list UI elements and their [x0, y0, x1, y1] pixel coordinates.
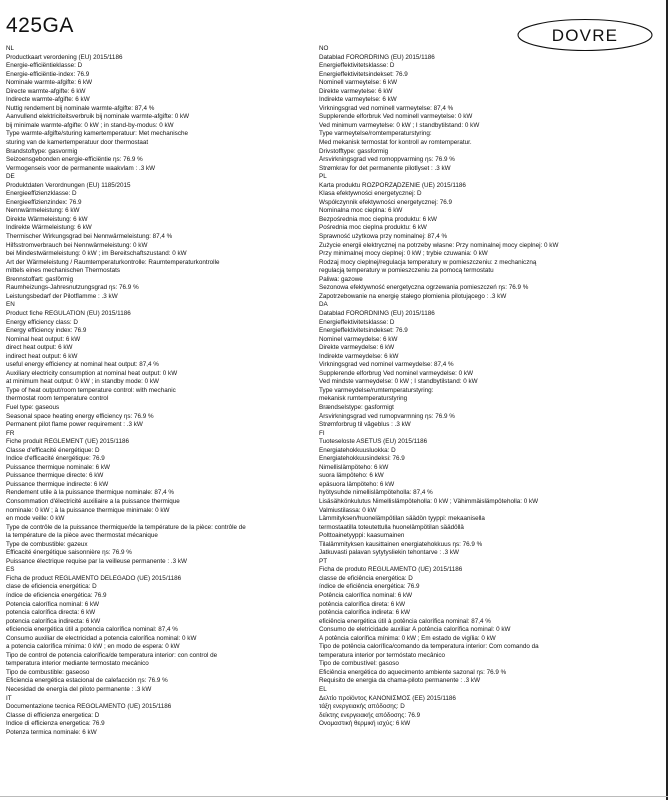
- text-line: Sezonowa efektywność energetyczna ogrzewania pomieszczeń ηs: 76.9 %: [319, 284, 529, 292]
- text-line: Energy efficiency class: D: [6, 318, 78, 326]
- text-line: potencia calorífica indirecta: 6 kW: [6, 617, 101, 625]
- text-line: useful energy efficiency at nominal heat output: 87,4 %: [6, 361, 159, 369]
- text-line: Documentazione tecnica REGOLAMENTO (UE) 2015/1186: [6, 703, 172, 711]
- text-line: classe de eficiência energética: D: [319, 574, 413, 582]
- text-line: temperatura interior por termóstato mecânico: [319, 651, 445, 659]
- text-line: termostaatilla toteutettulla huonelämpötilan säädöllä: [319, 523, 464, 531]
- text-line: τάξη ενεργειακής απόδοσης: D: [319, 703, 405, 711]
- text-line: potencia calorífica directa: 6 kW: [6, 609, 96, 617]
- text-line: Brandstoftype: gasvormig: [6, 147, 78, 155]
- text-line: Tuoteseloste ASETUS (EU) 2015/1186: [319, 438, 428, 446]
- text-line: Leistungsbedarf der Pilotflamme : .3 kW: [6, 292, 118, 300]
- text-line: Energie-efficiëntie-index: 76.9: [6, 70, 90, 78]
- text-line: Vermogenseis voor de permanente waakvlam : .3 kW: [6, 164, 156, 172]
- text-line: Supplerende elforbrug Ved nominel varmeydelse: 0 kW: [319, 369, 474, 377]
- text-line: Type varmeydelse/rumtemperaturstyring:: [319, 386, 434, 394]
- text-line: Brændselstype: gasformigt: [319, 403, 394, 411]
- text-line: temperatura interior mediante termostato mecánico: [6, 660, 149, 668]
- text-line: Consommation d'électricité auxiliaire a la puissance thermique: [6, 497, 180, 505]
- text-line: Ονομαστική θερμική ισχύς: 6 kW: [319, 720, 411, 728]
- text-line: Energiatehokkuusluokka: D: [319, 446, 396, 454]
- text-line: potência calorífica indireta: 6 kW: [319, 609, 410, 617]
- text-line: Puissance thermique indirecte: 6 kW: [6, 480, 109, 488]
- text-line: hyötysuhde nimellislämpöteholla: 87,4 %: [319, 489, 433, 497]
- text-line: Direkte varmeytelse: 6 kW: [319, 87, 393, 95]
- text-line: Energieffektivitetsklasse: D: [319, 62, 395, 70]
- text-line: Valmiustilassa: 0 kW: [319, 506, 377, 514]
- text-line: la température de la pièce avec thermostat mécanique: [6, 532, 158, 540]
- text-line: Consumo de eletricidade auxiliar À potência calorífica nominal: 0 kW: [319, 626, 511, 634]
- text-line: nominale: 0 kW ; à la puissance thermique minimale: 0 kW: [6, 506, 170, 514]
- text-line: Art der Wärmeleistung / Raumtemperaturkontrolle: Raumtemperaturkontrolle: [6, 258, 220, 266]
- text-line: DA: [319, 301, 328, 309]
- text-line: thermostat room temperature control: [6, 395, 109, 403]
- text-line: Virkningsgrad ved nominel varmeydelse: 87,4 %: [319, 361, 454, 369]
- model-number: 425GA: [6, 14, 74, 37]
- text-line: Nennwärmeleistung: 6 kW: [6, 207, 80, 215]
- text-line: mekanisk rumtemperaturstyring: [319, 395, 408, 403]
- text-line: Potenza termica nominale: 6 kW: [6, 728, 97, 736]
- text-line: a potencia calorífica mínima: 0 kW ; en modo de espera: 0 kW: [6, 643, 180, 651]
- text-line: Seizoensgebonden energie-efficiëntie ηs: 76.9 %: [6, 156, 143, 164]
- text-line: Energie-efficiëntieklasse: D: [6, 62, 83, 70]
- text-line: Δελτίο προϊόντος ΚΑΝΟΝΙΣΜΟΣ (ΕΕ) 2015/1186: [319, 694, 456, 702]
- text-line: Type de contrôle de la puissance thermique/de la température de la pièce: contrôle de: [6, 523, 246, 531]
- text-line: Thermischer Wirkungsgrad bei Nennwärmeleistung: 87,4 %: [6, 233, 173, 241]
- text-line: Indirekte Wärmeleistung: 6 kW: [6, 224, 92, 232]
- text-line: Strømforbrug til vågeblus : .3 kW: [319, 421, 411, 429]
- text-line: Hilfsstromverbrauch bei Nennwärmeleistung: 0 kW: [6, 241, 148, 249]
- text-line: Virkningsgrad ved nominell varmeytelse: 87,4 %: [319, 104, 454, 112]
- text-line: Puissance électrique requise par la veilleuse permanente : .3 kW: [6, 557, 187, 565]
- text-line: Aanvullend elektriciteitsverbruik bij nominale warmte-afgifte: 0 kW: [6, 113, 190, 121]
- text-line: Lämmityksen/huonelämpötilan säädön tyyppi: mekaanisella: [319, 515, 485, 523]
- text-line: FI: [319, 429, 325, 437]
- text-line: direct heat output: 6 kW: [6, 344, 73, 352]
- text-line: bij minimale warmte-afgifte: 0 kW ; in stand-by-modus: 0 kW: [6, 121, 174, 129]
- text-line: Tipo de control de potencia calorífica/de temperatura interior: con control de: [6, 651, 218, 659]
- text-line: eficiencia energética útil a potencia calorífica nominal: 87,4 %: [6, 626, 178, 634]
- text-line: Direkte Wärmeleistung: 6 kW: [6, 215, 88, 223]
- text-line: Eficiencia energética estacional de calefacción ηs: 76.9 %: [6, 677, 168, 685]
- text-line: Nominal heat output: 6 kW: [6, 335, 81, 343]
- text-line: Supplerende elforbruk Ved nominell varmeytelse: 0 kW: [319, 113, 473, 121]
- text-line: Fiche produit RÈGLEMENT (UE) 2015/1186: [6, 438, 129, 446]
- text-line: Nuttig rendement bij nominale warmte-afgifte: 87,4 %: [6, 104, 155, 112]
- text-line: Datablad FORORDRING (EU) 2015/1186: [319, 53, 435, 61]
- text-line: Bezpośrednia moc cieplna produktu: 6 kW: [319, 215, 437, 223]
- text-line: indirect heat output: 6 kW: [6, 352, 78, 360]
- text-line: Rendement utile à la puissance thermique nominale: 87,4 %: [6, 489, 175, 497]
- text-line: mittels eines mechanischen Thermostats: [6, 267, 120, 275]
- text-line: Lisäsähkönkulutus Nimellislämpöteholla: 0 kW ; Vähimmäislämpöteholla: 0 kW: [319, 497, 539, 505]
- text-line: EN: [6, 301, 15, 309]
- text-line: Tilalämmityksen kausittainen energiatehokkuus ηs: 76.9 %: [319, 540, 483, 548]
- text-line: Paliwa: gazowe: [319, 275, 363, 283]
- text-line: Type de combustible: gazeux: [6, 540, 88, 548]
- text-line: Energieffektivitetsindekset: 76.9: [319, 70, 408, 78]
- text-line: Nimellislämpöteho: 6 kW: [319, 463, 389, 471]
- text-line: Współczynnik efektywności energetycznej: 76.9: [319, 198, 452, 206]
- text-line: Indirekte varmeytelse: 6 kW: [319, 96, 397, 104]
- text-line: Type varmeytelse/romtemperaturstyring:: [319, 130, 432, 138]
- text-line: ES: [6, 566, 15, 574]
- brand-name: DOVRE: [551, 26, 619, 45]
- text-line: epäsuora lämpöteho: 6 kW: [319, 480, 395, 488]
- text-line: Indirecte warmte-afgifte: 6 kW: [6, 96, 90, 104]
- text-line: Produktdaten Verordnungen (EU) 1185/2015: [6, 181, 131, 189]
- text-line: Energieffektivitetsindekset: 76.9: [319, 327, 408, 335]
- text-line: Necesidad de energía del piloto permanente : .3 kW: [6, 686, 152, 694]
- text-line: Classe d'efficacité énergétique: D: [6, 446, 100, 454]
- text-line: clase de eficiencia energética: D: [6, 583, 97, 591]
- text-line: Klasa efektywności energetycznej: D: [319, 190, 422, 198]
- text-line: Puissance thermique nominale: 6 kW: [6, 463, 110, 471]
- text-line: δείκτης ενεργειακής απόδοσης: 76.9: [319, 711, 421, 719]
- text-line: Permanent pilot flame power requirement : .3 kW: [6, 421, 143, 429]
- text-line: potência calorífica direta: 6 kW: [319, 600, 406, 608]
- text-line: Nominel varmeydelse: 6 kW: [319, 335, 398, 343]
- text-line: Årsvirkningsgrad ved romoppvarming ηs: 76.9 %: [319, 156, 455, 164]
- text-line: DE: [6, 173, 15, 181]
- text-line: Nominale warmte-afgifte: 6 kW: [6, 79, 93, 87]
- text-line: Type of heat output/room temperature control: with mechanic: [6, 386, 176, 394]
- left-column-text: [6, 45, 314, 737]
- text-line: at minimum heat output: 0 kW ; in standby mode: 0 kW: [6, 378, 159, 386]
- text-line: Przy minimalnej mocy cieplnej: 0 kW ; trybie czuwania: 0 kW: [319, 250, 488, 258]
- text-line: À potência calorífica mínima: 0 kW ; Em estado de vigília: 0 kW: [319, 634, 496, 642]
- text-line: Classe di efficienza energetica: D: [6, 711, 100, 719]
- text-line: Zapotrzebowanie na energię stałego płomienia pilotującego : .3 kW: [319, 292, 507, 300]
- text-line: Product fiche REGULATION (EU) 2015/1186: [6, 309, 131, 317]
- text-line: PT: [319, 557, 328, 565]
- text-line: bei Mindestwärmeleistung: 0 kW ; im Bereitschaftszustand: 0 kW: [6, 250, 187, 258]
- text-line: sturing van de kamertemperatuur door thermostaat: [6, 139, 149, 147]
- text-line: Ficha de produto REGULAMENTO (UE) 2015/1186: [319, 566, 463, 574]
- text-line: suora lämpöteho: 6 kW: [319, 472, 384, 480]
- text-line: Nominalna moc cieplna: 6 kW: [319, 207, 403, 215]
- text-line: Ved mindste varmeydelse: 0 kW ; I standbytilstand: 0 kW: [319, 378, 478, 386]
- text-line: Potência calorífica nominal: 6 kW: [319, 592, 413, 599]
- text-line: Med mekanisk termostat for kontroll av romtemperatur.: [319, 139, 472, 147]
- text-line: PL: [319, 173, 327, 181]
- text-line: Energy efficiency index: 76.9: [6, 327, 87, 335]
- text-line: Datablad FORORDNING (EU) 2015/1186: [319, 309, 435, 317]
- text-line: EL: [319, 686, 327, 694]
- text-line: en mode veille: 0 kW: [6, 515, 65, 523]
- text-line: Årsvirkningsgrad ved rumopvarmning ηs: 76.9 %: [319, 412, 455, 420]
- text-line: Raumheizungs-Jahresnutzungsgrad ηs: 76.9 %: [6, 284, 139, 292]
- text-line: Zużycie energii elektrycznej na potrzeby własne: Przy nominalnej mocy cieplnej: 0 kW: [319, 241, 559, 249]
- text-line: Drivstofftype: gassformig: [319, 147, 389, 155]
- text-line: Seasonal space heating energy efficiency ηs: 76.9 %: [6, 412, 154, 420]
- text-line: IT: [6, 694, 12, 702]
- text-line: Tipo de combustível: gasoso: [319, 660, 399, 668]
- text-line: Eficiência energética do aquecimento ambiente sazonal ηs: 76.9 %: [319, 668, 507, 676]
- text-line: Sprawność użytkowa przy nominalnej: 87,4 %: [319, 233, 448, 241]
- text-line: Puissance thermique directe: 6 kW: [6, 472, 104, 480]
- text-line: Ved minimum varmeytelse: 0 kW ; I standbytilstand: 0 kW: [319, 121, 480, 129]
- text-line: Indice di efficienza energetica: 76.9: [6, 720, 105, 728]
- text-line: Indirekte varmeydelse: 6 kW: [319, 352, 399, 360]
- text-line: Energieeffizienzklasse: D: [6, 190, 77, 198]
- text-line: Potencia calorífica nominal: 6 kW: [6, 600, 100, 608]
- text-line: Energieffektivitetsklasse: D: [319, 318, 395, 326]
- text-line: NL: [6, 45, 15, 52]
- text-line: Productkaart verordening (EU) 2015/1186: [6, 53, 123, 61]
- text-line: Pośrednia moc cieplna produktu: 6 kW: [319, 224, 427, 232]
- text-line: Karta produktu ROZPORZĄDZENIE (UE) 2015/1186: [319, 181, 466, 189]
- right-column-text: [319, 45, 659, 729]
- text-line: Energieeffizienzindex: 76.9: [6, 198, 82, 206]
- text-line: regulacją temperatury w pomieszczeniu za pomocą termostatu: [319, 267, 494, 275]
- text-line: Nominell varmeytelse: 6 kW: [319, 79, 398, 87]
- text-line: Rodzaj mocy cieplnej/regulacja temperatury w pomieszczeniu: z mechaniczną: [319, 258, 537, 266]
- text-line: índice de eficiência energética: 76.9: [319, 583, 420, 591]
- text-line: Efficacité énergétique saisonnière ηs: 76.9 %: [6, 549, 132, 557]
- text-line: Ficha de product REGLAMENTO DELEGADO (UE) 2015/1186: [6, 574, 182, 582]
- text-line: Type warmte-afgifte/sturing kamertemperatuur: Met mechanische: [6, 130, 188, 138]
- text-line: NO: [319, 45, 329, 52]
- text-line: Brennstoffart: gasförmig: [6, 275, 74, 283]
- bottom-divider: [0, 796, 668, 797]
- text-line: Tipo de combustible: gaseoso: [6, 668, 90, 676]
- text-line: Auxiliary electricity consumption at nominal heat output: 0 kW: [6, 369, 178, 377]
- text-line: Direkte varmeydelse: 6 kW: [319, 344, 395, 352]
- text-line: Consumo auxiliar de electricidad a potencia calorífica nominal: 0 kW: [6, 634, 197, 642]
- text-line: FR: [6, 429, 15, 437]
- text-line: Energiatehokkuusindeksi: 76.9: [319, 455, 405, 463]
- text-line: Fuel type: gaseous: [6, 403, 60, 411]
- text-line: Tipo de potência calorífica/comando da temperatura interior: Com comando da: [319, 643, 539, 651]
- text-line: Indice d'efficacité énergétique: 76.9: [6, 455, 105, 463]
- text-line: Directe warmte-afgifte: 6 kW: [6, 87, 86, 95]
- text-line: Jatkuvasti palavan sytytysliekin tehontarve : .3 kW: [319, 549, 459, 557]
- text-line: Strømkrav for det permanente pilotlyset : .3 kW: [319, 164, 451, 172]
- text-line: Polttoainetyyppi: kaasumainen: [319, 532, 405, 540]
- text-line: índice de eficiencia energética: 76.9: [6, 592, 107, 599]
- text-line: eficiência energética útil à potência calorífica nominal: 87,4 %: [319, 617, 491, 625]
- text-line: Requisito de energia da chama-piloto permanente : .3 kW: [319, 677, 481, 685]
